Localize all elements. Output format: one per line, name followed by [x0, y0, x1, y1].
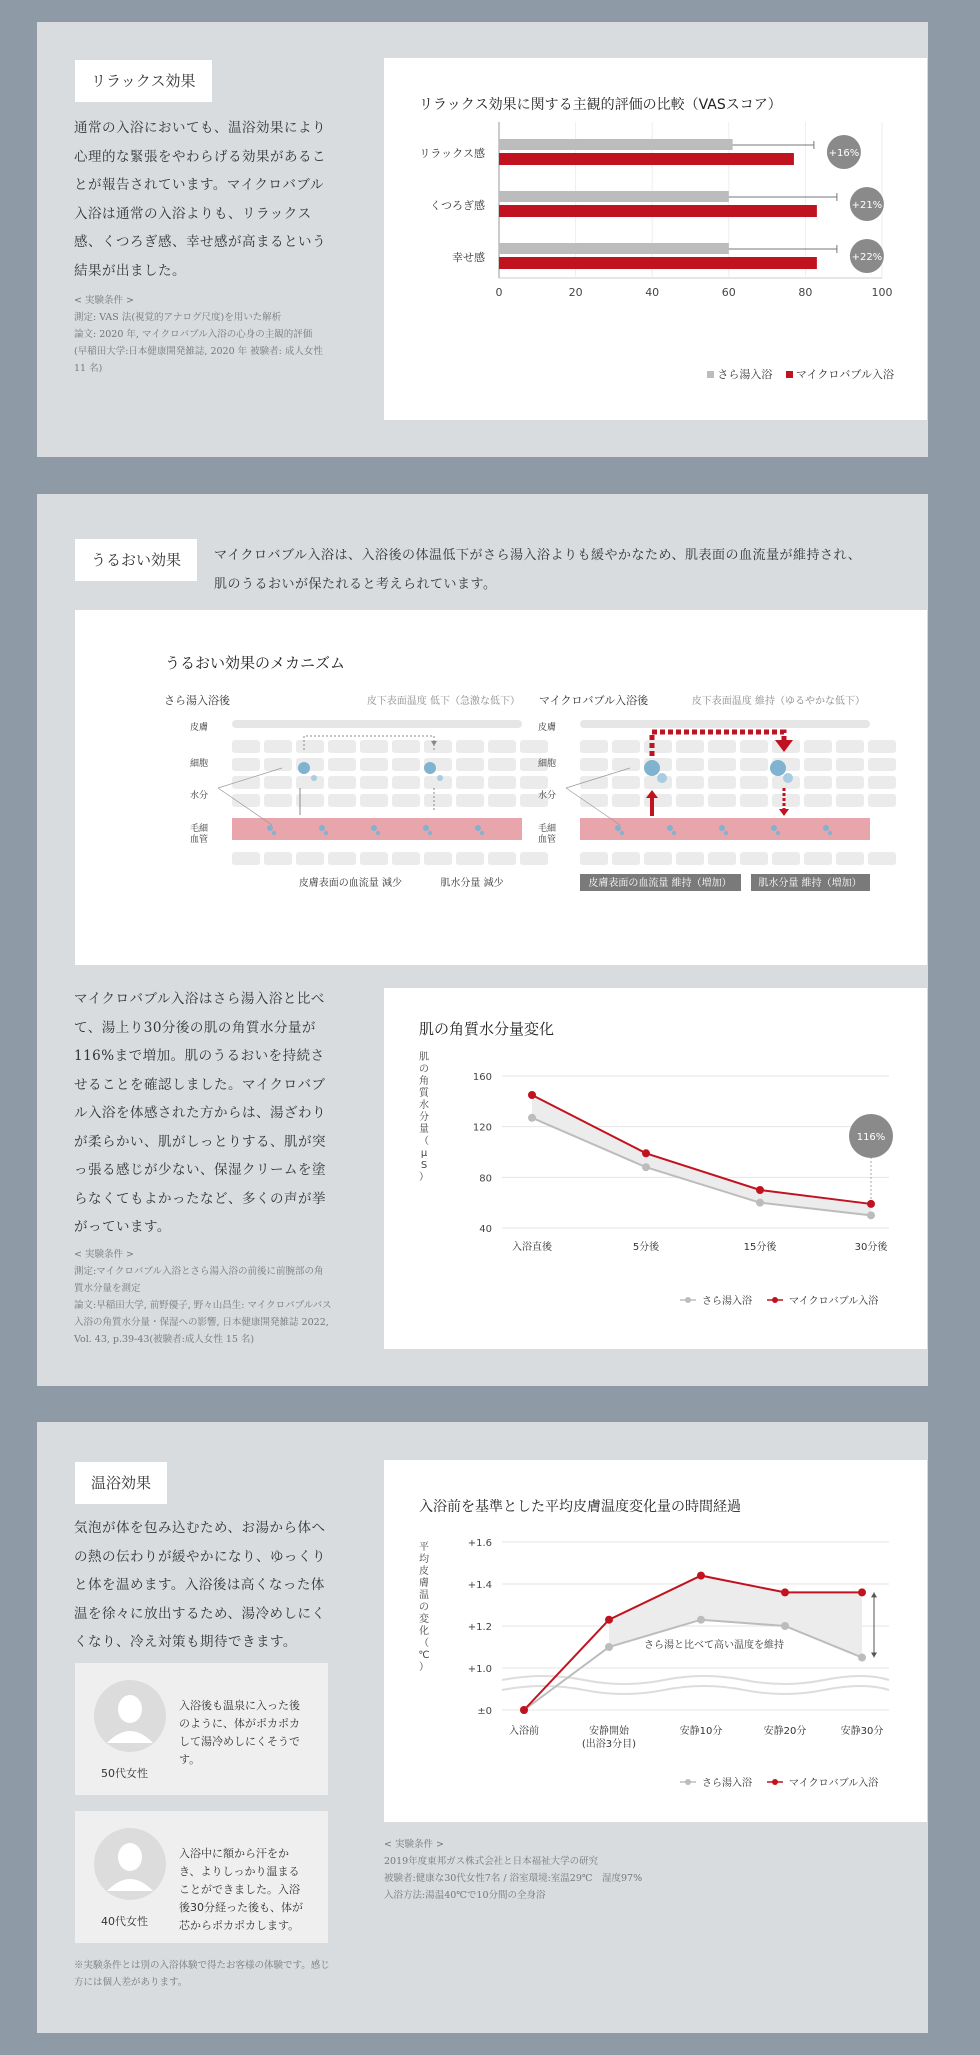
y-axis-label-char: 膚	[419, 1578, 429, 1589]
cell-block	[520, 776, 548, 789]
y-axis-label-char: 水	[419, 1100, 429, 1111]
layer-label-vessel2: 血管	[538, 835, 557, 845]
y-axis-label-char: 質	[419, 1088, 429, 1099]
moisture-note-line2: 論文:早稲田大学, 前野優子, 野々山昌生: マイクロバブルバス入浴の角質水分量・保湿への影響, 日本健康開発雑誌 2022, Vol. 43, p.39-43(被験者:成人女性 15 名)	[74, 1300, 332, 1345]
layer-label-vessel2: 血管	[190, 835, 209, 845]
water-dot	[719, 825, 725, 831]
water-dot	[272, 831, 276, 835]
cell-block	[424, 740, 452, 753]
moisture-note-line1: 測定:マイクロバブル入浴とさら湯入浴の前後に前腕部の角質水分量を測定	[74, 1266, 324, 1294]
moisture-tag: うるおい効果	[75, 539, 197, 581]
water-bubble	[311, 775, 317, 781]
y-axis-label-char: （	[419, 1136, 429, 1147]
avatar-icon	[93, 1827, 173, 1907]
layer-label-cell: 細胞	[538, 759, 557, 769]
relax-note-head: < 実験条件 >	[74, 295, 134, 306]
mechanism-card	[75, 610, 927, 965]
relax-chart-card	[384, 58, 927, 420]
cell-block	[836, 776, 864, 789]
cell-block	[360, 740, 388, 753]
relax-bar-chart	[384, 118, 927, 368]
water-dot	[724, 831, 728, 835]
y-axis-label-char: ）	[419, 1172, 429, 1183]
cell-block	[456, 740, 484, 753]
cell-block	[676, 776, 704, 789]
x-tick-label: 80	[798, 286, 813, 299]
testimonial-40s	[75, 1811, 328, 1943]
bar-micro	[499, 153, 794, 165]
cell-block	[644, 852, 672, 865]
cell-block	[360, 758, 388, 771]
y-tick-label: ±0	[477, 1706, 492, 1717]
warm-section	[37, 1422, 928, 2033]
cell-block	[296, 740, 324, 753]
moisture-note-head: < 実験条件 >	[74, 1249, 134, 1260]
point-micro	[642, 1149, 650, 1157]
point-sara	[528, 1114, 536, 1122]
cell-block	[232, 740, 260, 753]
x-tick-label: 安静20分	[763, 1726, 807, 1737]
cell-block	[296, 776, 324, 789]
left-diagram	[190, 720, 548, 889]
mechanism-title: うるおい効果のメカニズム	[165, 654, 346, 672]
y-tick-label: 80	[479, 1173, 492, 1185]
cell-block	[264, 794, 292, 807]
point-micro	[520, 1706, 528, 1714]
warm-note-line2: 被験者:健康な30代女性7名 / 浴室環境:室温29℃ 湿度97%	[384, 1873, 643, 1884]
cell-block	[360, 852, 388, 865]
cell-block	[868, 852, 896, 865]
water-dot	[776, 831, 780, 835]
moisture-text: マイクロバブル入浴はさら湯入浴と比べて、湯上り30分後の肌の角質水分量が116%まで増加。肌のうるおいを持続させることを確認しました。マイクロバブル入浴を体感された方からは、湯ざわりが柔らかい、肌がしっとりする、肌が突っ張る感じが少ない、保湿クリームを塗らなくてもよかったなど、多くの声が挙がっています。	[74, 991, 326, 1235]
right-result-1: 皮膚表面の血流量 維持（増加）	[588, 878, 732, 889]
cell-block	[740, 740, 768, 753]
cell-block	[676, 794, 704, 807]
water-bubble	[783, 773, 793, 783]
cell-block	[488, 794, 516, 807]
legend-dot-micro	[772, 1297, 778, 1303]
water-dot	[615, 825, 621, 831]
right-result-2: 肌水分量 維持（増加）	[758, 878, 862, 889]
skin-layer	[232, 720, 522, 728]
y-tick-label: +1.2	[467, 1622, 492, 1633]
y-axis-label-char: 角	[419, 1076, 429, 1087]
point-micro	[756, 1186, 764, 1194]
difference-marker-head	[871, 1592, 877, 1597]
cell-block	[804, 794, 832, 807]
cell-block	[232, 852, 260, 865]
water-dot	[771, 825, 777, 831]
left-result-2: 肌水分量 減少	[440, 878, 504, 889]
y-tick-label: 40	[479, 1224, 492, 1235]
water-bubble	[770, 760, 786, 776]
y-axis-label-char: S	[420, 1160, 428, 1171]
legend-dot-micro	[772, 1779, 778, 1785]
point-micro	[697, 1572, 705, 1580]
testimonial-50s-text: 入浴後も温泉に入った後のように、体がポカポカして湯冷めしにくそうです。	[179, 1699, 300, 1766]
temp-chart-title: 入浴前を基準とした平均皮膚温度変化量の時間経過	[419, 1499, 741, 1515]
relax-chart-title: リラックス効果に関する主観的評価の比較（VASスコア）	[419, 97, 782, 113]
cell-block	[488, 758, 516, 771]
y-tick-label: 120	[472, 1122, 492, 1134]
water-dot	[423, 825, 429, 831]
y-axis-label-char: 化	[419, 1626, 429, 1637]
mechanism-diagram	[75, 660, 927, 960]
water-dot	[823, 825, 829, 831]
layer-label-skin: 皮膚	[190, 723, 209, 733]
legend-micro-swatch	[786, 371, 793, 378]
y-axis-label-char: 量	[419, 1124, 429, 1135]
water-dot	[672, 831, 676, 835]
percent-badge-label: +16%	[828, 148, 860, 159]
cell-block	[424, 852, 452, 865]
left-note: 皮下表面温度 低下（急激な低下）	[366, 696, 520, 707]
cell-block	[740, 758, 768, 771]
y-axis-label-char: （	[419, 1638, 429, 1649]
legend-dot-sara	[685, 1297, 691, 1303]
cell-block	[328, 852, 356, 865]
axis-break	[502, 1686, 889, 1694]
cell-block	[392, 740, 420, 753]
layer-label-vessel1: 毛細	[538, 824, 557, 834]
cell-block	[392, 794, 420, 807]
y-axis-label-char: 肌	[419, 1052, 429, 1063]
layer-label-vessel1: 毛細	[190, 824, 209, 834]
water-bubble	[424, 762, 436, 774]
water-dot	[319, 825, 325, 831]
water-bubble	[644, 760, 660, 776]
cell-block	[328, 794, 356, 807]
point-micro	[528, 1091, 536, 1099]
cell-block	[360, 776, 388, 789]
cell-block	[520, 740, 548, 753]
cell-block	[868, 758, 896, 771]
point-micro	[858, 1588, 866, 1596]
point-sara	[781, 1622, 789, 1630]
cell-block	[296, 852, 324, 865]
y-axis-label-char: の	[419, 1602, 429, 1613]
legend-label-micro: マイクロバブル入浴	[789, 1296, 879, 1307]
cell-block	[456, 776, 484, 789]
chart-annotation: さら湯と比べて高い温度を維持	[644, 1640, 784, 1651]
y-axis-label-char: 皮	[419, 1566, 429, 1577]
y-axis-label-char: ）	[419, 1662, 429, 1673]
y-tick-label: +1.0	[467, 1664, 492, 1675]
x-tick-label: 15分後	[743, 1242, 777, 1253]
point-micro	[867, 1200, 875, 1208]
relax-text: 通常の入浴においても、温浴効果により心理的な緊張をやわらげる効果があることが報告されています。マイクロバブル入浴は通常の入浴よりも、リラックス感、くつろぎ感、幸せ感が高まるという結果が出ました。	[74, 120, 326, 279]
cell-block	[676, 758, 704, 771]
water-dot	[620, 831, 624, 835]
cell-block	[868, 740, 896, 753]
point-micro	[605, 1616, 613, 1624]
series-line-micro	[532, 1095, 871, 1204]
percent-badge-label: 116%	[856, 1132, 886, 1143]
warm-note-head: < 実験条件 >	[384, 1839, 444, 1850]
cell-block	[392, 758, 420, 771]
legend-label-sara: さら湯入浴	[702, 1296, 752, 1307]
right-note: 皮下表面温度 維持（ゆるやかな低下）	[691, 696, 865, 707]
cell-block	[456, 852, 484, 865]
cell-block	[264, 852, 292, 865]
testimonial-50s	[75, 1663, 328, 1795]
cell-block	[836, 740, 864, 753]
water-bubble	[657, 773, 667, 783]
cell-block	[740, 852, 768, 865]
x-tick-label: 安静10分	[679, 1726, 723, 1737]
water-dot	[376, 831, 380, 835]
cell-block	[456, 758, 484, 771]
moisture-section	[37, 494, 928, 1386]
skin-water-title: 肌の角質水分量変化	[419, 1020, 555, 1038]
bar-micro	[499, 205, 817, 217]
avatar-icon	[93, 1679, 173, 1759]
x-tick-label: 入浴直後	[512, 1242, 552, 1253]
category-label: くつろぎ感	[430, 199, 485, 212]
water-dot	[828, 831, 832, 835]
relax-note-line1: 測定: VAS 法(視覚的アナログ尺度)を用いた解析	[74, 312, 282, 323]
cell-block	[836, 852, 864, 865]
temp-line-chart	[384, 1520, 927, 1820]
cell-block	[580, 852, 608, 865]
x-tick-label: 安静30分	[840, 1726, 884, 1737]
warm-tag: 温浴効果	[75, 1462, 167, 1504]
x-tick-label: 20	[568, 286, 583, 299]
bar-sara	[499, 139, 733, 150]
cell-block	[520, 852, 548, 865]
cell-block	[708, 852, 736, 865]
category-label: 幸せ感	[452, 251, 485, 264]
x-tick-label: 5分後	[632, 1242, 660, 1253]
cell-block	[392, 776, 420, 789]
cell-block	[264, 776, 292, 789]
cell-block	[740, 776, 768, 789]
cell-block	[488, 740, 516, 753]
x-tick-label: 安静開始	[589, 1726, 629, 1737]
warm-note	[384, 1836, 784, 1904]
relax-section	[37, 22, 928, 457]
water-bubble	[437, 775, 443, 781]
cell-block	[772, 852, 800, 865]
cell-block	[612, 740, 640, 753]
legend-sara-swatch	[707, 371, 714, 378]
legend-sara-label: さら湯入浴	[717, 368, 773, 381]
temp-chart-card	[384, 1460, 927, 1822]
cell-block	[804, 852, 832, 865]
cell-block	[740, 794, 768, 807]
cell-block	[456, 794, 484, 807]
y-axis-label-char: 変	[419, 1614, 429, 1625]
point-sara	[605, 1643, 613, 1651]
y-axis-label-char: ℃	[418, 1650, 430, 1661]
y-axis-label-char: の	[419, 1064, 429, 1075]
water-dot	[667, 825, 673, 831]
left-result-1: 皮膚表面の血流量 減少	[298, 878, 402, 889]
cell-block	[392, 852, 420, 865]
cell-block	[804, 758, 832, 771]
x-tick-label: 入浴前	[509, 1726, 539, 1737]
cell-block	[580, 758, 608, 771]
cell-block	[836, 758, 864, 771]
cell-block	[868, 776, 896, 789]
cell-block	[772, 794, 800, 807]
cell-block	[328, 776, 356, 789]
y-tick-label: 160	[472, 1072, 492, 1083]
warm-footnote: ※実験条件とは別の入浴体験で得たお客様の体験です。感じ方には個人差があります。	[74, 1960, 330, 1988]
moisture-note	[74, 1246, 332, 1348]
cell-block	[868, 794, 896, 807]
warm-note-line3: 入浴方法:湯温40℃で10分間の全身浴	[384, 1890, 546, 1901]
cell-block	[804, 776, 832, 789]
layer-label-cell: 細胞	[190, 759, 209, 769]
difference-marker-head	[871, 1653, 877, 1658]
x-tick-label: 30分後	[854, 1242, 888, 1253]
cell-block	[232, 758, 260, 771]
layer-label-water: 水分	[190, 791, 209, 801]
y-axis-label-char: 均	[419, 1554, 429, 1565]
bar-sara	[499, 191, 729, 202]
point-sara	[642, 1163, 650, 1171]
x-tick-label: 0	[495, 286, 503, 299]
right-heading: マイクロバブル入浴後	[539, 694, 649, 707]
cell-block	[676, 852, 704, 865]
x-tick-sublabel: (出浴3分目)	[581, 1739, 637, 1750]
bar-sara	[499, 243, 729, 254]
cell-block	[708, 740, 736, 753]
y-tick-label: +1.4	[467, 1580, 492, 1591]
y-tick-label: +1.6	[467, 1538, 492, 1549]
warm-text: 気泡が体を包み込むため、お湯から体への熱の伝わりが緩やかになり、ゆっくりと体を温めます。入浴後は高くなった体温を徐々に放出するため、湯冷めしにくくなり、冷え対策も期待できます。	[74, 1520, 326, 1650]
y-axis-label-char: μ	[420, 1148, 428, 1159]
cell-block	[264, 740, 292, 753]
y-axis-label-char: 分	[419, 1112, 429, 1123]
water-dot	[480, 831, 484, 835]
relax-note-line2: 論文: 2020 年, マイクロバブル入浴の心身の主観的評価	[74, 329, 313, 340]
layer-label-skin: 皮膚	[538, 723, 557, 733]
warm-note-line1: 2019年度東邦ガス株式会社と日本福祉大学の研究	[384, 1856, 599, 1867]
water-dot	[324, 831, 328, 835]
cell-block	[708, 794, 736, 807]
cell-block	[328, 758, 356, 771]
legend-label-micro: マイクロバブル入浴	[789, 1778, 879, 1789]
cell-block	[644, 740, 672, 753]
x-tick-label: 100	[871, 286, 893, 299]
moisture-intro: マイクロバブル入浴は、入浴後の体温低下がさら湯入浴よりも緩やかなため、肌表面の血流量が維持され、肌のうるおいが保たれると考えられています。	[214, 548, 862, 592]
cell-block	[488, 776, 516, 789]
legend-label-sara: さら湯入浴	[702, 1778, 752, 1789]
cell-block	[328, 740, 356, 753]
relax-note-line3: (早稲田大学:日本健康開発雑誌, 2020 年 被験者: 成人女性 11 名)	[74, 346, 323, 374]
water-dot	[267, 825, 273, 831]
legend-micro-label: マイクロバブル入浴	[795, 368, 894, 381]
point-sara	[697, 1616, 705, 1624]
cell-block	[580, 740, 608, 753]
right-diagram	[538, 720, 896, 891]
point-sara	[867, 1211, 875, 1219]
cell-block	[612, 852, 640, 865]
cell-block	[360, 794, 388, 807]
cell-block	[488, 852, 516, 865]
cell-block	[836, 794, 864, 807]
cell-block	[612, 794, 640, 807]
relax-chart-legend	[707, 366, 894, 382]
skin-layer	[580, 720, 870, 728]
y-axis-label-char: 温	[419, 1590, 429, 1601]
testimonial-50s-age: 50代女性	[101, 1767, 148, 1780]
cell-block	[424, 794, 452, 807]
water-dot	[428, 831, 432, 835]
relax-tag: リラックス効果	[75, 60, 212, 102]
left-heading: さら湯入浴後	[164, 694, 230, 707]
bar-micro	[499, 257, 817, 269]
testimonial-40s-text: 入浴中に額から汗をかき、よりしっかり温まることができました。入浴後30分経った後も、体が芯からポカポカします。	[179, 1847, 303, 1932]
cell-block	[708, 776, 736, 789]
relax-note	[74, 292, 334, 377]
point-sara	[756, 1199, 764, 1207]
flow-arrowhead	[779, 809, 789, 816]
cell-block	[708, 758, 736, 771]
percent-badge-label: +21%	[851, 200, 883, 211]
testimonial-40s-age: 40代女性	[101, 1915, 148, 1928]
water-dot	[371, 825, 377, 831]
point-sara	[858, 1654, 866, 1662]
point-micro	[781, 1588, 789, 1596]
x-tick-label: 40	[645, 286, 660, 299]
cell-block	[612, 776, 640, 789]
legend-dot-sara	[685, 1779, 691, 1785]
cell-block	[804, 740, 832, 753]
skin-water-line-chart	[384, 1038, 927, 1338]
water-bubble	[298, 762, 310, 774]
cell-block	[676, 740, 704, 753]
x-tick-label: 60	[721, 286, 736, 299]
layer-label-water: 水分	[538, 791, 557, 801]
category-label: リラックス感	[419, 147, 485, 160]
water-dot	[475, 825, 481, 831]
y-axis-label-char: 平	[419, 1542, 429, 1553]
percent-badge-label: +22%	[851, 252, 883, 263]
skin-water-card	[384, 988, 927, 1349]
